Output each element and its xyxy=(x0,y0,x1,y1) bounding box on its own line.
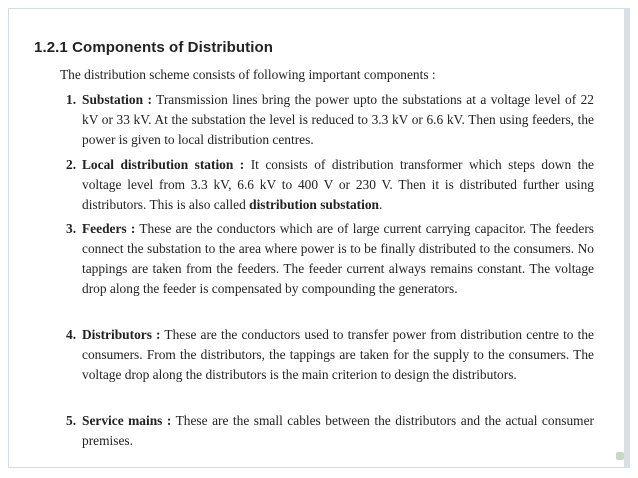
section-intro: The distribution scheme consists of following important components : xyxy=(60,67,436,82)
item-number: 5. xyxy=(66,413,77,428)
item-text: Transmission lines bring the power upto the substations at a voltage level of 22 kV or 33 kV. At the substation the level is reduced to 3.3 kV or 6.6 kV. Then using feeders, the power is given to local distribution centres. xyxy=(82,92,594,147)
item-text: These are the conductors used to transfer power from distribution centre to the consumers. From the distributors, the tappings are taken for the supply to the consumers. The voltage drop along the distributors is the main criterion to design the distributors. xyxy=(82,327,594,382)
list-item xyxy=(0,155,638,219)
components-list xyxy=(0,90,638,455)
list-item xyxy=(0,411,638,455)
item-body xyxy=(82,90,594,150)
item-term: Substation : xyxy=(82,92,152,107)
item-tail: . xyxy=(378,197,383,212)
item-number: 3. xyxy=(66,221,77,236)
item-text: These are the conductors which are of large current carrying capacitor. The feeders connect the substation to the area where power is to be finally distributed to the consumers. No tappings are taken from the feeders. The feeder current always remains constant. The voltage drop along the feeder is compensated by compounding the generators. xyxy=(82,221,594,296)
item-term: Local distribution station : xyxy=(82,157,245,172)
item-body xyxy=(82,411,594,451)
item-term: Service mains : xyxy=(82,413,172,428)
item-number: 2. xyxy=(66,157,77,172)
item-text: These are the small cables between the distributors and the actual consumer premises. xyxy=(82,413,594,448)
item-text: It consists of distribution transformer which steps down the voltage level from 3.3 kV, 6.6 kV to 400 V or 230 V. Then it is distributed further using distributors. This is also called xyxy=(82,157,594,212)
item-emphasis: distribution substation xyxy=(249,197,379,212)
list-item xyxy=(0,90,638,155)
item-number: 4. xyxy=(66,327,77,342)
list-item xyxy=(0,219,638,325)
item-body xyxy=(82,155,594,215)
item-term: Distributors : xyxy=(82,327,161,342)
list-item xyxy=(0,325,638,411)
item-term: Feeders : xyxy=(82,221,136,236)
item-body xyxy=(82,325,594,385)
item-body xyxy=(82,219,594,299)
item-number: 1. xyxy=(66,92,77,107)
section-title: 1.2.1 Components of Distribution xyxy=(34,39,274,56)
